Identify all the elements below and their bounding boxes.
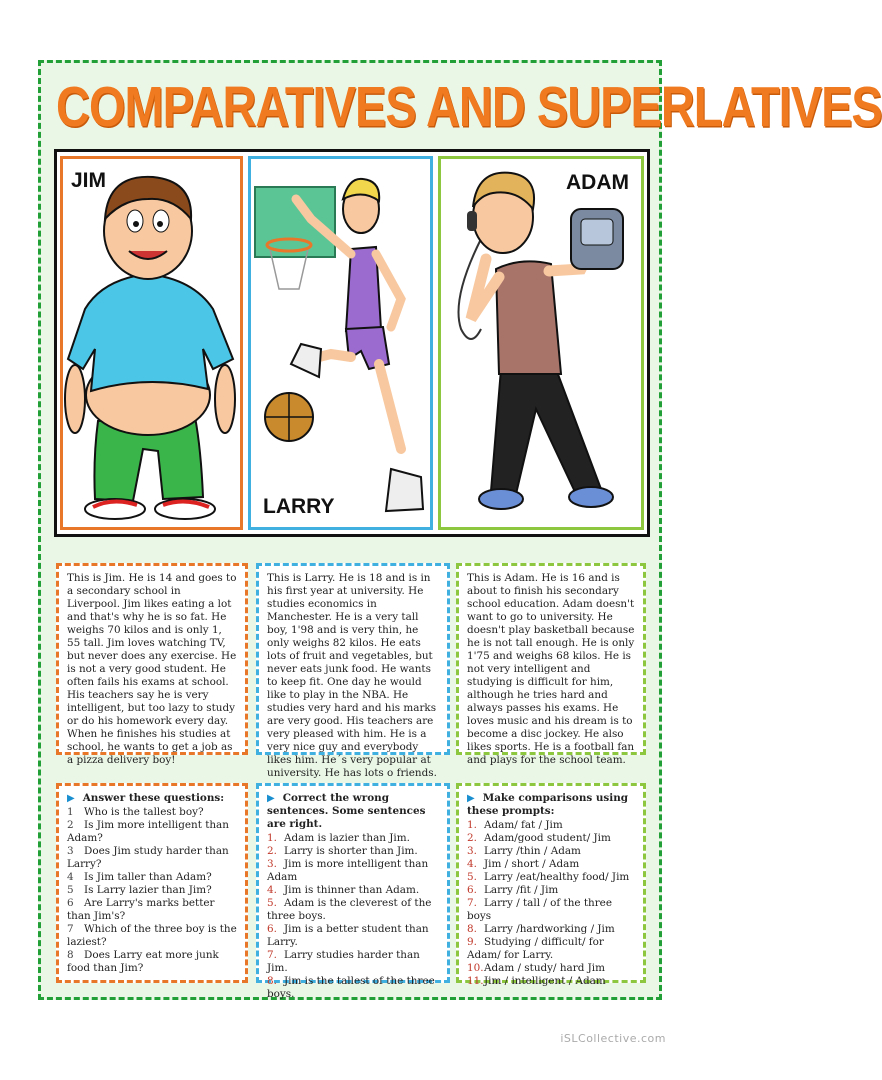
adam-story-text: This is Adam. He is 16 and is about to finish his secondary school education. Adam doesn't want to go to university. He doesn't play basketball because he is not tall enough. He is only 1'75 and weighs 68 kilos. He is not very intelligent and studying is difficult for him, although he tries hard and always passes his exams. He loves music and his dream is to become a disc jockey. He also likes sports. He is a football fan and plays for the school team. [467,572,635,766]
list-item: 11.Jim / intelligent / Adam [467,975,606,987]
exercise-heading: ▶ Answer these questions: [67,792,225,804]
triangle-icon: ▶ [467,793,475,804]
exercise-comparisons [456,783,646,987]
list-item: 1 Who is the tallest boy? [67,806,204,818]
exercise-heading: ▶ Correct the wrong sentences. Some sentences are right. [267,792,426,830]
jim-panel [60,156,243,530]
list-item: 1. Adam/ fat / Jim [467,819,563,831]
list-item: 2. Adam/good student/ Jim [467,832,611,844]
exercise-correct [256,783,450,1000]
larry-story-text: This is Larry. He is 18 and is in his first year at university. He studies economics in Manchester. He is a very tall boy, 1'98 and is very thin, he only weighs 82 kilos. He eats lots of fruit and vegetables, but never eats junk food. He wants to keep fit. One day he would like to play in the NBA. He studies very hard and his marks are very good. His teachers are very pleased with him. He is a very nice guy and everybody likes him. He´s very popular at university. He has lots o friends. [267,572,437,779]
page-title: COMPARATIVES AND SUPERLATIVES [56,74,882,139]
list-item: 5. Larry /eat/healthy food/ Jim [467,871,630,883]
list-item: 4. Jim is thinner than Adam. [267,884,420,896]
list-item: 8. Larry /hardworking / Jim [467,923,615,935]
list-item: 9. Studying / difficult/ for Adam/ for Larry. [467,936,604,961]
list-item: 1. Adam is lazier than Jim. [267,832,410,844]
list-item: 5. Adam is the cleverest of the three boys. [267,897,432,922]
jim-label: JIM [71,169,107,192]
list-item: 6. Jim is a better student than Larry. [267,923,429,948]
list-item: 3 Does Jim study harder than Larry? [67,845,229,870]
list-item: 2. Larry is shorter than Jim. [267,845,418,857]
list-item: 8. Jim is the tallest of the three boys. [267,975,435,1000]
list-item: 3. Jim is more intelligent than Adam [267,858,429,883]
adam-story [456,563,646,766]
triangle-icon: ▶ [267,793,275,804]
list-item: 3. Larry /thin / Adam [467,845,581,857]
exercise-heading: ▶ Make comparisons using these prompts: [467,792,629,817]
watermark: iSLCollective.com [560,1032,666,1045]
list-item: 5 Is Larry lazier than Jim? [67,884,212,896]
list-item: 4 Is Jim taller than Adam? [67,871,212,883]
jim-illustration [63,159,240,527]
list-item: 7 Which of the three boy is the laziest? [67,923,237,948]
list-item: 8 Does Larry eat more junk food than Jim? [67,949,219,974]
list-item: 10.Adam / study/ hard Jim [467,962,605,974]
list-item: 2 Is Jim more intelligent than Adam? [67,819,229,844]
larry-story [256,563,450,779]
list-item: 7. Larry / tall / of the three boys [467,897,612,922]
exercise-questions [56,783,248,983]
list-item: 6. Larry /fit / Jim [467,884,559,896]
jim-story-text: This is Jim. He is 14 and goes to a secondary school in Liverpool. Jim likes eating a lot and that's why he is so fat. He weighs 70 kilos and is only 1, 55 tall. Jim loves watching TV, but never does any exercise. He is not a very good student. He often fails his exams at school. His teachers say he is very intelligent, but too lazy to study or do his homework every day. When he finishes his studies at school, he wants to get a job as a pizza delivery boy! [67,572,237,766]
larry-panel [248,156,433,530]
list-item: 7. Larry studies harder than Jim. [267,949,420,974]
jim-story [56,563,248,766]
larry-label: LARRY [263,495,335,518]
larry-illustration [251,159,430,527]
triangle-icon: ▶ [67,793,75,804]
list-item: 4. Jim / short / Adam [467,858,580,870]
adam-label: ADAM [566,171,629,194]
adam-panel [438,156,644,530]
adam-illustration [441,159,641,527]
list-item: 6 Are Larry's marks better than Jim's? [67,897,215,922]
